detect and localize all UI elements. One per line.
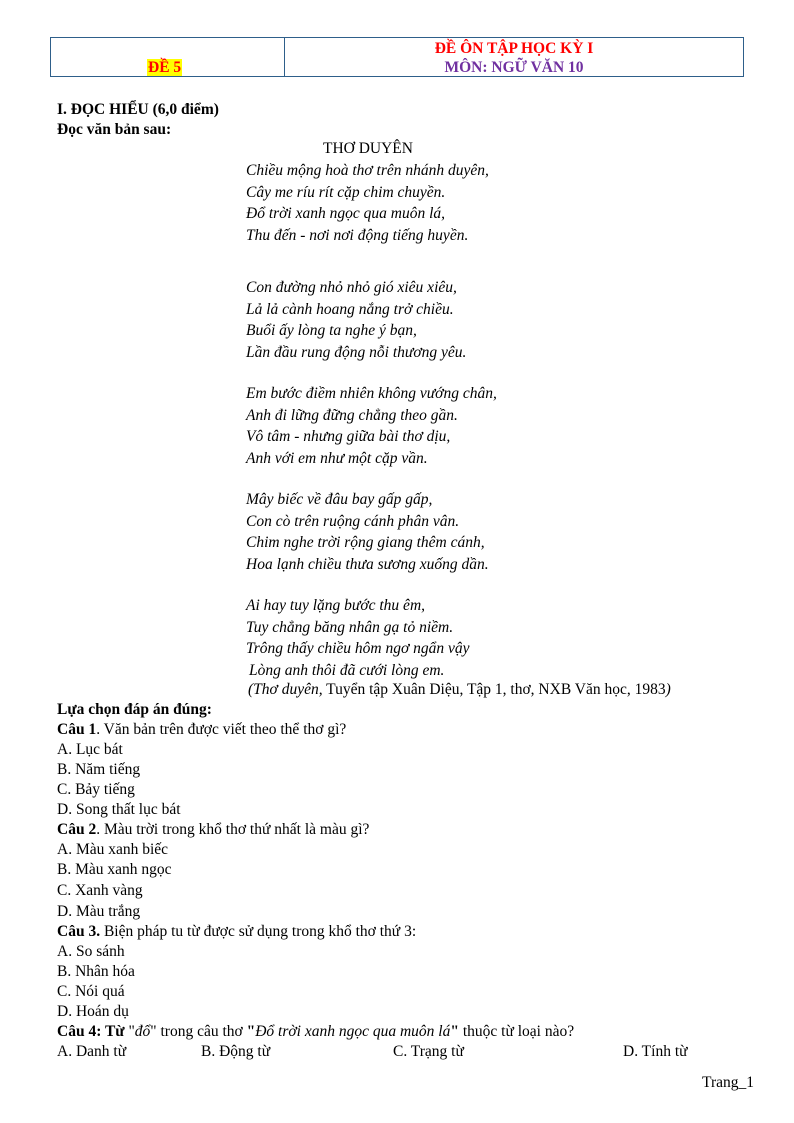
source-details: Tuyển tập Xuân Diệu, Tập 1, thơ, NXB Văn học, 1983	[322, 681, 666, 698]
option: B. Nhân hóa	[57, 963, 135, 980]
poem-line: Đổ trời xanh ngọc qua muôn lá,	[246, 205, 445, 222]
poem-line: Hoa lạnh chiều thưa sương xuống dần.	[246, 555, 489, 573]
q4-options	[57, 1042, 747, 1062]
option: A. So sánh	[57, 943, 125, 960]
question-4	[57, 1022, 747, 1042]
option: A. Danh từ	[57, 1043, 127, 1060]
poem-line: Con cò trên ruộng cánh phân vân.	[246, 512, 460, 530]
poem-title: THƠ DUYÊN	[323, 140, 413, 157]
poem-line: Buổi ấy lòng ta nghe ý bạn,	[246, 322, 417, 339]
poem-line: Mây biếc về đâu bay gấp gấp,	[246, 491, 433, 508]
source-work: Thơ duyên,	[253, 681, 323, 698]
poem-stanza-5	[246, 595, 746, 681]
questions	[57, 700, 747, 1062]
questions-heading: Lựa chọn đáp án đúng:	[57, 701, 212, 718]
poem-stanza-4	[246, 489, 746, 575]
poem-line: Tuy chẳng băng nhân gạ tỏ niềm.	[246, 618, 454, 636]
poem-body	[246, 160, 746, 681]
source-paren-close: )	[665, 681, 671, 698]
q4-text-part: "	[124, 1023, 135, 1040]
poem-line: Anh đi lững đững chẳng theo gần.	[246, 406, 458, 424]
header-code-cell	[51, 38, 285, 76]
q4-quote: Đổ trời xanh ngọc qua muôn lá	[255, 1023, 451, 1040]
q4-quote-mark: "	[246, 1023, 256, 1040]
poem-line: Chiều mộng hoà thơ trên nhánh duyên,	[246, 162, 489, 179]
source-paren-open: (	[248, 681, 254, 698]
exam-header	[50, 37, 744, 77]
option: A. Lục bát	[57, 741, 123, 758]
question-text: Biện pháp tu từ được sử dụng trong khổ thơ thứ 3:	[100, 923, 417, 940]
poem-stanza-1	[246, 160, 746, 246]
poem-line: Cây me ríu rít cặp chim chuyền.	[246, 183, 446, 201]
exam-subject: MÔN: NGỮ VĂN 10	[444, 59, 584, 76]
q4-text-part: " trong câu thơ	[150, 1023, 247, 1040]
option: B. Động từ	[201, 1043, 271, 1060]
section-reading	[57, 100, 747, 140]
header-title-cell	[285, 38, 743, 76]
poem-line: Lòng anh thôi đã cưới lòng em.	[249, 661, 445, 679]
question-1	[57, 720, 747, 740]
section-instruction: Đọc văn bản sau:	[57, 121, 172, 138]
option: D. Tính từ	[623, 1043, 688, 1060]
option: D. Song thất lục bát	[57, 801, 181, 818]
question-label: Câu 3.	[57, 923, 101, 940]
poem-line: Anh với em như một cặp vần.	[246, 449, 428, 467]
poem-line: Chim nghe trời rộng giang thêm cánh,	[246, 534, 485, 551]
poem-stanza-3	[246, 383, 746, 469]
option: C. Nói quá	[57, 983, 125, 1000]
question-label: Câu 4: Từ	[57, 1023, 125, 1040]
q4-word: đổ	[134, 1023, 151, 1040]
exam-code: ĐỀ 5	[148, 59, 182, 76]
poem-line: Con đường nhỏ nhỏ gió xiêu xiêu,	[246, 279, 457, 296]
page-number: Trang_1	[702, 1074, 754, 1091]
poem-line: Trông thấy chiều hôm ngơ ngẩn vậy	[246, 640, 470, 657]
poem-line: Thu đến - nơi nơi động tiếng huyền.	[246, 226, 469, 244]
option: B. Năm tiếng	[57, 761, 141, 778]
poem-line: Vô tâm - nhưng giữa bài thơ dịu,	[246, 428, 451, 445]
poem-line: Lả lả cành hoang nắng trở chiều.	[246, 300, 454, 318]
exam-title: ĐỀ ÔN TẬP HỌC KỲ I	[434, 40, 594, 57]
question-3	[57, 922, 747, 942]
option: C. Xanh vàng	[57, 882, 143, 899]
poem-line: Ai hay tuy lặng bước thu êm,	[246, 597, 426, 614]
option: B. Màu xanh ngọc	[57, 861, 172, 878]
option: D. Màu trắng	[57, 903, 141, 920]
question-label: Câu 1	[57, 721, 97, 738]
poem-line: Em bước điềm nhiên không vướng chân,	[246, 385, 497, 402]
option: D. Hoán dụ	[57, 1003, 129, 1020]
poem-stanza-2	[246, 277, 746, 363]
section-heading: I. ĐỌC HIỂU (6,0 điểm)	[57, 101, 219, 118]
q4-text-part: thuộc từ loại nào?	[458, 1023, 575, 1040]
question-2	[57, 820, 747, 840]
poem-line: Lần đầu rung động nỗi thương yêu.	[246, 343, 467, 361]
question-label: Câu 2	[57, 821, 97, 838]
question-text: . Màu trời trong khổ thơ thứ nhất là màu gì?	[96, 821, 370, 838]
option: C. Trạng từ	[393, 1043, 464, 1060]
option: A. Màu xanh biếc	[57, 841, 169, 858]
q4-quote-mark: "	[450, 1023, 459, 1040]
question-text: . Văn bản trên được viết theo thể thơ gì?	[96, 721, 347, 738]
option: C. Bảy tiếng	[57, 781, 135, 798]
poem-source	[248, 680, 671, 700]
